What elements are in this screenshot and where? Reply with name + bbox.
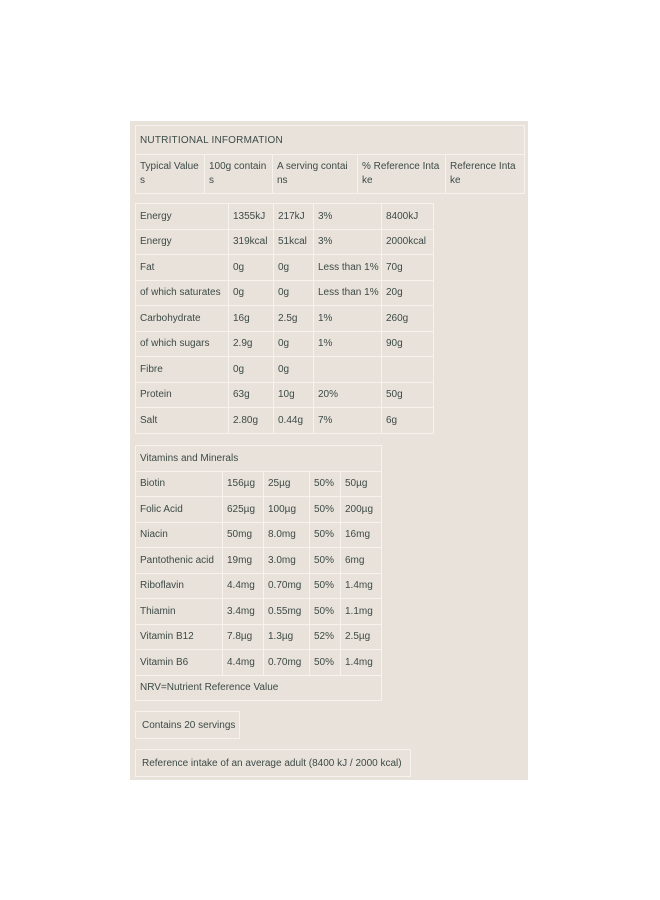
- nutrient-name: of which saturates: [136, 280, 229, 306]
- reference-intake-percent: 3%: [314, 204, 382, 230]
- reference-intake-value: 70g: [382, 255, 434, 281]
- vitamin-name: Vitamin B6: [136, 650, 223, 676]
- vitamin-name: Folic Acid: [136, 497, 223, 523]
- per-100g-value: 0g: [229, 280, 274, 306]
- nutrient-name: Fibre: [136, 357, 229, 383]
- reference-intake-percent: 7%: [314, 408, 382, 434]
- nutrient-name: Protein: [136, 382, 229, 408]
- column-header: A serving contains: [273, 155, 358, 194]
- table-row: [136, 548, 382, 574]
- per-serving-value: 10g: [274, 382, 314, 408]
- nrv-percent: 50%: [310, 573, 341, 599]
- table-row: [136, 280, 434, 306]
- nrv-value: 6mg: [341, 548, 382, 574]
- nutrient-name: Fat: [136, 255, 229, 281]
- per-100g-value: 319kcal: [229, 229, 274, 255]
- reference-intake-note: [135, 749, 411, 777]
- reference-intake-value: 2000kcal: [382, 229, 434, 255]
- table-row: [136, 497, 382, 523]
- per-100g-value: 4.4mg: [223, 573, 264, 599]
- reference-intake-percent: 20%: [314, 382, 382, 408]
- table-row: [136, 408, 434, 434]
- table-row: [136, 382, 434, 408]
- per-serving-value: 217kJ: [274, 204, 314, 230]
- header-table: [135, 125, 525, 194]
- nrv-footnote: NRV=Nutrient Reference Value: [136, 675, 382, 701]
- table-row: [136, 471, 382, 497]
- per-100g-value: 0g: [229, 255, 274, 281]
- nutrient-name: Carbohydrate: [136, 306, 229, 332]
- reference-intake-text: Reference intake of an average adult (8400 kJ / 2000 kcal): [142, 757, 402, 769]
- per-100g-value: 0g: [229, 357, 274, 383]
- nutrient-name: of which sugars: [136, 331, 229, 357]
- nrv-percent: 50%: [310, 650, 341, 676]
- vitamin-name: Riboflavin: [136, 573, 223, 599]
- per-serving-value: 8.0mg: [264, 522, 310, 548]
- per-serving-value: 0g: [274, 357, 314, 383]
- vitamins-table: [135, 445, 382, 701]
- nrv-value: 1.4mg: [341, 650, 382, 676]
- reference-intake-percent: 1%: [314, 306, 382, 332]
- nrv-value: 50µg: [341, 471, 382, 497]
- nrv-value: 1.4mg: [341, 573, 382, 599]
- table-row: [136, 255, 434, 281]
- table-row: [136, 573, 382, 599]
- nrv-value: 1.1mg: [341, 599, 382, 625]
- nrv-value: 16mg: [341, 522, 382, 548]
- per-serving-value: 0.44g: [274, 408, 314, 434]
- per-100g-value: 3.4mg: [223, 599, 264, 625]
- table-row: [136, 331, 434, 357]
- nutrients-table: [135, 203, 434, 434]
- per-serving-value: 2.5g: [274, 306, 314, 332]
- nrv-percent: 50%: [310, 548, 341, 574]
- per-serving-value: 0.55mg: [264, 599, 310, 625]
- reference-intake-value: 8400kJ: [382, 204, 434, 230]
- nutrition-panel: [130, 121, 528, 780]
- table-row: [136, 624, 382, 650]
- table-row: [136, 306, 434, 332]
- reference-intake-percent: 1%: [314, 331, 382, 357]
- vitamin-name: Thiamin: [136, 599, 223, 625]
- per-100g-value: 63g: [229, 382, 274, 408]
- per-serving-value: 51kcal: [274, 229, 314, 255]
- per-100g-value: 1355kJ: [229, 204, 274, 230]
- reference-intake-percent: 3%: [314, 229, 382, 255]
- table-row: [136, 204, 434, 230]
- nrv-value: 200µg: [341, 497, 382, 523]
- per-serving-value: 0g: [274, 331, 314, 357]
- nrv-percent: 50%: [310, 599, 341, 625]
- nrv-percent: 50%: [310, 522, 341, 548]
- per-100g-value: 2.9g: [229, 331, 274, 357]
- vitamins-title: Vitamins and Minerals: [136, 446, 382, 472]
- per-100g-value: 156µg: [223, 471, 264, 497]
- per-serving-value: 1.3µg: [264, 624, 310, 650]
- vitamin-name: Niacin: [136, 522, 223, 548]
- column-header: Reference Intake: [446, 155, 525, 194]
- servings-text: Contains 20 servings: [142, 719, 236, 731]
- nutrient-name: Energy: [136, 204, 229, 230]
- nrv-value: 2.5µg: [341, 624, 382, 650]
- per-100g-value: 19mg: [223, 548, 264, 574]
- per-100g-value: 16g: [229, 306, 274, 332]
- column-header: 100g contains: [205, 155, 273, 194]
- column-header: Typical Values: [136, 155, 205, 194]
- nutrient-name: Energy: [136, 229, 229, 255]
- reference-intake-percent: Less than 1%: [314, 255, 382, 281]
- table-row: [136, 357, 434, 383]
- reference-intake-value: [382, 357, 434, 383]
- per-serving-value: 25µg: [264, 471, 310, 497]
- per-100g-value: 2.80g: [229, 408, 274, 434]
- reference-intake-percent: [314, 357, 382, 383]
- vitamins-block: [135, 445, 381, 701]
- nutrients-block: [135, 203, 433, 434]
- table-row: [136, 650, 382, 676]
- vitamin-name: Pantothenic acid: [136, 548, 223, 574]
- per-serving-value: 0g: [274, 280, 314, 306]
- reference-intake-value: 260g: [382, 306, 434, 332]
- servings-note: [135, 711, 240, 739]
- per-100g-value: 50mg: [223, 522, 264, 548]
- per-serving-value: 0.70mg: [264, 650, 310, 676]
- per-serving-value: 3.0mg: [264, 548, 310, 574]
- reference-intake-value: 6g: [382, 408, 434, 434]
- reference-intake-percent: Less than 1%: [314, 280, 382, 306]
- per-100g-value: 4.4mg: [223, 650, 264, 676]
- nrv-percent: 50%: [310, 497, 341, 523]
- nutrition-header-block: [135, 125, 524, 194]
- per-serving-value: 100µg: [264, 497, 310, 523]
- table-title: NUTRITIONAL INFORMATION: [136, 126, 525, 155]
- reference-intake-value: 50g: [382, 382, 434, 408]
- reference-intake-value: 20g: [382, 280, 434, 306]
- reference-intake-value: 90g: [382, 331, 434, 357]
- nutrient-name: Salt: [136, 408, 229, 434]
- nrv-percent: 50%: [310, 471, 341, 497]
- table-row: [136, 229, 434, 255]
- nrv-percent: 52%: [310, 624, 341, 650]
- vitamin-name: Biotin: [136, 471, 223, 497]
- column-header: % Reference Intake: [358, 155, 446, 194]
- per-serving-value: 0.70mg: [264, 573, 310, 599]
- per-100g-value: 7.8µg: [223, 624, 264, 650]
- vitamin-name: Vitamin B12: [136, 624, 223, 650]
- table-row: [136, 599, 382, 625]
- per-100g-value: 625µg: [223, 497, 264, 523]
- per-serving-value: 0g: [274, 255, 314, 281]
- table-row: [136, 522, 382, 548]
